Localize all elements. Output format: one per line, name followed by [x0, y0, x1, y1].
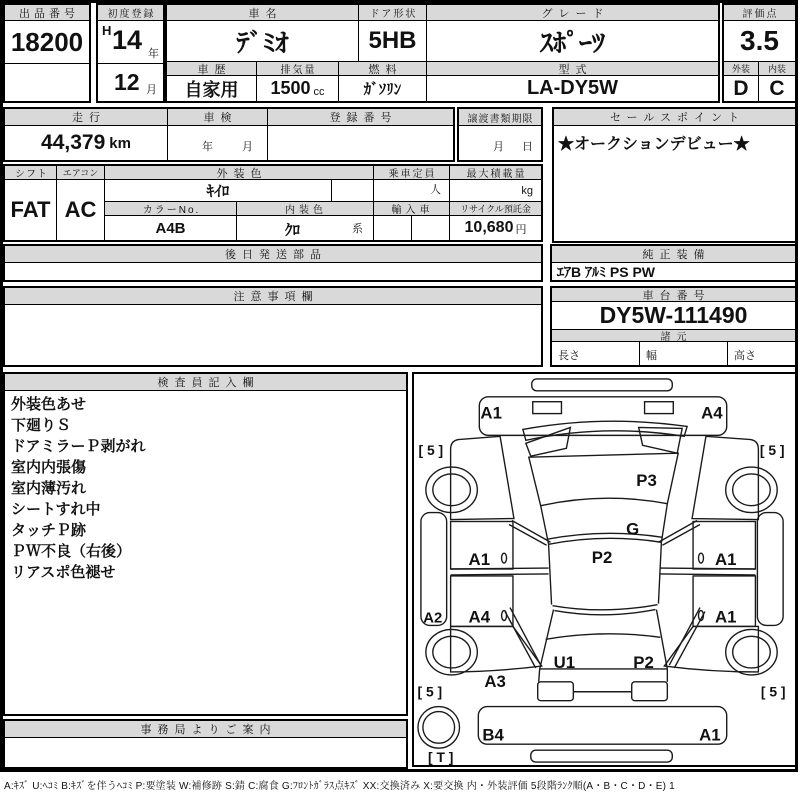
sales-point-box — [552, 107, 797, 243]
inspector-note: リアスポ色褪せ — [11, 564, 116, 581]
registration-year: 14 — [112, 25, 143, 55]
transfer-deadline-box — [457, 107, 543, 162]
year-unit: 年 — [148, 48, 159, 60]
shaken-month-unit: 月 — [242, 141, 253, 153]
headlight-left — [533, 402, 562, 414]
registration-month: 12 — [114, 69, 140, 95]
front-lip — [532, 379, 673, 391]
diagram-damage-label: [ 5 ] — [760, 683, 786, 700]
rear-plate-left — [538, 682, 574, 701]
cowl-strip — [523, 421, 687, 440]
diagram-damage-label: U1 — [553, 652, 576, 672]
diagram-damage-label: [ T ] — [428, 749, 454, 765]
exterior-grade-label: 外装 — [724, 61, 759, 76]
auction-number-box — [3, 3, 91, 103]
exterior-grade-value: D — [724, 76, 759, 101]
legend-text: A:ｷｽﾞ U:ﾍｺﾐ B:ｷｽﾞを伴うﾍｺﾐ P:要塗装 W:補修跡 S:錆 C:腐食 G:ﾌﾛﾝﾄｶﾞﾗｽ点ｷｽﾞ XX:交換済み X:要交換 内・外装評価 5段階ﾗﾝｸ順(A・B・C・D・E) 1 — [4, 781, 675, 792]
inspector-note: ドアミラーＰ剥がれ — [11, 438, 146, 455]
diagram-damage-label: B4 — [482, 725, 504, 745]
model-code-value: LA-DY5W — [526, 77, 619, 99]
diagram-damage-label: A1 — [699, 725, 721, 745]
first-registration-box — [96, 3, 165, 103]
c-pillar-left — [505, 608, 541, 668]
chassis-label: 車台番号 — [552, 288, 795, 302]
rear-fender-left — [451, 626, 542, 672]
inspector-note: 外装色あせ — [11, 396, 87, 413]
payload-label: 最大積載量 — [450, 166, 541, 180]
spec-length-label: 長さ — [558, 350, 580, 362]
shaken-value — [168, 126, 268, 160]
sill-right — [757, 513, 783, 626]
diagram-damage-label: A1 — [714, 607, 737, 627]
era-mark: H — [102, 23, 112, 38]
recycle-unit: 円 — [515, 224, 527, 236]
shift-value: FAT — [5, 180, 57, 240]
mileage-number: 44,379 — [41, 131, 106, 154]
wheel-rear-left-inner — [433, 636, 471, 668]
roof-bottom — [553, 605, 658, 615]
transfer-month-unit: 月 — [493, 141, 504, 153]
diagram-damage-label: P2 — [633, 652, 654, 672]
diagram-damage-label: [ 5 ] — [759, 442, 785, 459]
mileage-unit: km — [109, 134, 131, 152]
headlight-right — [645, 402, 674, 414]
inspector-note: タッチＰ跡 — [11, 522, 87, 539]
displacement-unit: cc — [313, 86, 325, 98]
wiper-left — [526, 427, 571, 456]
c-pillar-right — [669, 608, 705, 668]
shift-label: シフト — [5, 166, 57, 180]
mileage-value — [5, 126, 168, 160]
equipment-label: 純正装備 — [552, 246, 795, 263]
door-handle — [502, 611, 507, 621]
inspector-note: ＰＷ不良（右後） — [11, 543, 132, 560]
door-shape-value: 5HB — [359, 21, 427, 61]
car-outline — [418, 379, 783, 762]
office-box — [3, 719, 408, 769]
spec-width-cell — [640, 342, 728, 365]
chassis-value: DY5W-111490 — [599, 302, 748, 328]
car-name-value: ﾃﾞﾐｵ — [167, 21, 359, 61]
reg-number-label: 登録番号 — [268, 109, 453, 126]
transfer-day-unit: 日 — [522, 141, 533, 153]
interior-grade-value: C — [769, 76, 785, 100]
grade-value: ｽﾎﾟｰﾂ — [539, 27, 605, 58]
inspector-note: シートすれ中 — [11, 501, 101, 518]
caution-box — [3, 286, 543, 367]
car-name-label: 車名 — [167, 5, 359, 21]
spec-height-cell — [728, 342, 795, 365]
int-color-value: ｸﾛ — [285, 222, 301, 239]
auction-number-label: 出品番号 — [5, 5, 89, 21]
displacement-number: 1500 — [270, 78, 311, 98]
score-label: 評価点 — [724, 5, 795, 21]
history-label: 車歴 — [167, 61, 257, 76]
office-label: 事務局よりご案内 — [5, 721, 406, 738]
ext-color-label: 外装色 — [105, 166, 374, 180]
recycle-value — [450, 216, 541, 240]
fuel-value: ｶﾞｿﾘﾝ — [339, 76, 427, 101]
condition-grid-box — [3, 164, 543, 242]
wheel-front-left-inner — [433, 474, 471, 506]
shaken-label: 車検 — [168, 109, 268, 126]
rear-plate-right — [632, 682, 668, 701]
import-car-cell-1 — [374, 216, 412, 240]
int-color-label: 内装色 — [237, 202, 374, 216]
sales-point-label: セールスポイント — [554, 109, 795, 126]
inspector-note: 下廻りＳ — [11, 417, 72, 434]
caution-label: 注意事項欄 — [5, 288, 541, 305]
roof-top — [549, 538, 662, 544]
caution-value — [5, 305, 541, 365]
diagram-damage-label: A1 — [714, 550, 737, 570]
auction-number-value: 18200 — [10, 26, 84, 57]
mileage-label: 走行 — [5, 109, 168, 126]
specs-label: 諸元 — [552, 329, 795, 342]
diagram-damage-label: A2 — [423, 610, 443, 627]
month-unit: 月 — [146, 84, 157, 96]
chassis-box — [550, 286, 797, 367]
diagram-damage-label: A4 — [701, 403, 723, 423]
inspector-note: 室内薄汚れ — [11, 480, 87, 497]
reg-number-value — [268, 126, 453, 160]
int-color-cell — [237, 216, 374, 240]
front-fender-right — [692, 436, 758, 519]
import-car-label: 輸入車 — [374, 202, 450, 216]
capacity-label: 乗車定員 — [374, 166, 450, 180]
aircon-label: エアコン — [57, 166, 105, 180]
first-registration-month-cell — [98, 63, 163, 101]
inspector-box — [3, 372, 408, 716]
diagram-damage-label: P2 — [591, 548, 613, 568]
door-handle — [502, 553, 507, 563]
inspector-notes — [5, 391, 406, 714]
diagram-damage-label: A1 — [468, 550, 491, 570]
front-fender-left — [451, 436, 514, 519]
ext-color-extra-cell — [332, 180, 374, 202]
later-parts-label: 後日発送部品 — [5, 246, 541, 263]
diagram-damage-label: [ 5 ] — [417, 683, 443, 700]
sales-point-text: ★オークションデビュー★ — [558, 136, 750, 153]
rear-lip — [531, 750, 673, 762]
car-diagram-svg — [414, 374, 795, 765]
import-car-cell-2 — [412, 216, 450, 240]
diagram-damage-label: A3 — [484, 671, 506, 691]
mileage-box — [3, 107, 455, 162]
spec-length-cell — [552, 342, 640, 365]
ext-color-value: ｷｲﾛ — [105, 180, 332, 202]
shaken-year-unit: 年 — [202, 141, 213, 153]
inspector-note: 室内内張傷 — [11, 459, 87, 476]
diagram-damage-label: G — [626, 519, 640, 539]
auction-number-empty — [5, 63, 89, 101]
spare-tire-inner — [423, 712, 455, 744]
rear-window — [546, 634, 661, 639]
spec-width-label: 幅 — [646, 350, 657, 362]
fuel-label: 燃料 — [339, 61, 427, 76]
spare-tire — [418, 707, 460, 749]
transfer-deadline-label: 譲渡書類期限 — [459, 109, 541, 126]
aircon-value: AC — [57, 180, 105, 240]
inspector-label: 検査員記入欄 — [5, 374, 406, 391]
wheel-rear-right-inner — [733, 636, 771, 668]
model-code-label: 型式 — [427, 61, 718, 76]
sill-left — [421, 513, 447, 626]
later-parts-value — [5, 263, 541, 280]
first-registration-label: 初度登録 — [98, 5, 163, 21]
diagram-damage-label: A4 — [468, 607, 491, 627]
first-registration-year-cell — [98, 21, 163, 63]
displacement-label: 排気量 — [257, 61, 339, 76]
color-no-label: カラーNo. — [105, 202, 237, 216]
diagram-damage-label: A1 — [480, 403, 502, 423]
equipment-box — [550, 244, 797, 282]
diagram-damage-label: P3 — [636, 470, 657, 490]
interior-grade-label: 内装 — [759, 61, 795, 76]
door-shape-label: ドア形状 — [359, 5, 427, 21]
spec-height-label: 高さ — [734, 350, 756, 362]
displacement-value — [257, 76, 339, 101]
car-diagram-box — [412, 372, 797, 767]
office-value — [5, 738, 406, 767]
transfer-deadline-value — [459, 126, 541, 160]
capacity-value: 人 — [374, 180, 450, 202]
int-color-suffix: 系 — [352, 223, 363, 235]
score-value: 3.5 — [740, 25, 779, 56]
vehicle-info-box — [165, 3, 720, 103]
door-handle — [699, 553, 704, 563]
rear-bumper — [478, 707, 726, 745]
grade-label: グレード — [427, 5, 718, 21]
later-parts-box — [3, 244, 543, 282]
payload-value: kg — [450, 180, 541, 202]
score-box — [722, 3, 797, 103]
recycle-label: リサイクル預託金 — [450, 202, 541, 216]
history-value: 自家用 — [167, 76, 257, 101]
equipment-value: ｴｱB ｱﾙﾐ PS PW — [557, 263, 656, 280]
front-bumper — [479, 397, 726, 436]
wheel-front-right-inner — [733, 474, 771, 506]
recycle-number: 10,680 — [464, 219, 514, 236]
diagram-damage-label: [ 5 ] — [418, 442, 444, 459]
color-no-value: A4B — [105, 216, 237, 240]
